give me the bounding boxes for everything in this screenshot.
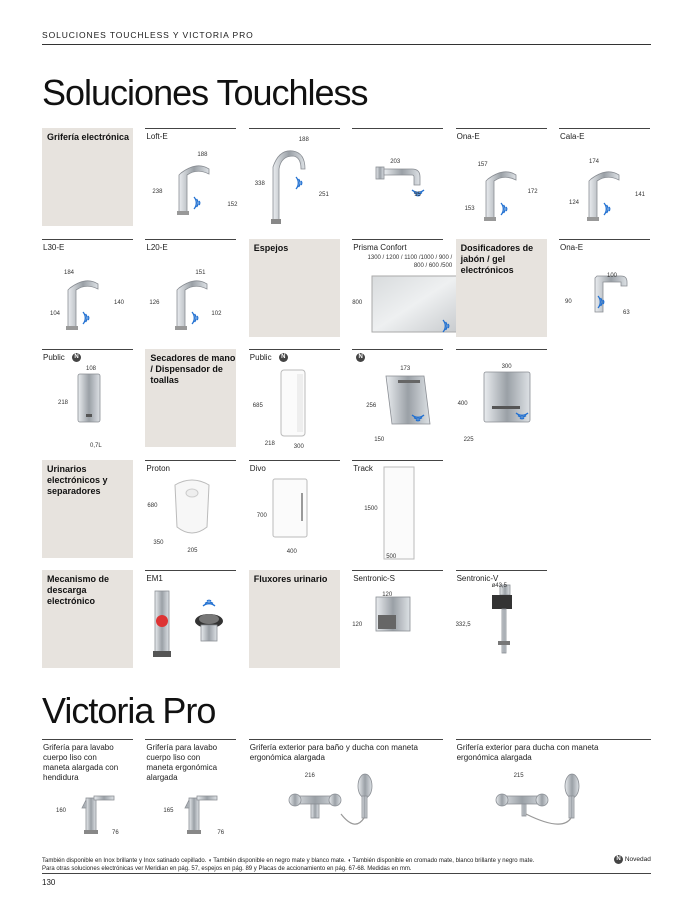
product-tile xyxy=(456,739,651,847)
dimension-label: 76 xyxy=(217,830,225,836)
category-label: Dosificadores de jabón / gel electrónicos xyxy=(460,242,534,275)
product-name: Sentronic-V xyxy=(456,574,499,583)
product-description: Grifería para lavabo cuerpo liso con maneta ergonómica alargada xyxy=(146,743,218,782)
dimension-label: 120 xyxy=(352,622,363,628)
dimension-label: 300 xyxy=(501,364,512,370)
product-tile xyxy=(352,128,443,226)
section-header: SOLUCIONES TOUCHLESS Y VICTORIA PRO xyxy=(42,30,651,45)
dimension-label: 120 xyxy=(382,592,393,598)
dimension-label: 160 xyxy=(56,808,67,814)
dimension-label: 338 xyxy=(254,181,265,187)
dimension-label: 151 xyxy=(195,269,206,276)
category-tile xyxy=(42,460,133,558)
product-name: Divo xyxy=(249,463,266,473)
product-description: Grifería exterior para ducha con maneta ergonómica alargada xyxy=(456,743,599,762)
novedad-label: Novedad xyxy=(624,856,651,864)
dimension-label: 215 xyxy=(513,773,524,779)
dimension-label: 203 xyxy=(390,159,401,165)
basin-faucet-icon xyxy=(474,165,534,230)
dimension-label: 102 xyxy=(211,310,222,317)
dimension-label: 800 xyxy=(352,299,363,306)
dimension-label: 152 xyxy=(227,202,238,208)
product-name: L30-E xyxy=(43,242,65,252)
dimension-label: 700 xyxy=(256,512,267,519)
product-tile xyxy=(352,570,443,668)
product-name: Track xyxy=(353,463,373,473)
product-name: Ona-E xyxy=(560,242,584,252)
dimension-label: 90 xyxy=(565,298,572,305)
dimension-label: 173 xyxy=(400,366,411,372)
footer-notes xyxy=(42,857,602,873)
new-badge: N xyxy=(356,353,365,362)
dimension-label: 218 xyxy=(264,441,275,447)
dimension-label: 400 xyxy=(457,401,468,407)
basin-faucet-icon xyxy=(577,165,637,230)
dimension-label: 251 xyxy=(318,192,329,198)
dimension-label: 225 xyxy=(463,437,474,443)
dimension-label: 153 xyxy=(464,206,475,212)
product-tile xyxy=(352,460,443,558)
product-tile xyxy=(249,739,443,847)
dimension-label: 165 xyxy=(163,808,174,814)
victoria-grid xyxy=(42,739,651,849)
product-name: Loft-E xyxy=(146,132,168,141)
product-name: Public xyxy=(43,353,65,362)
dimension-label: 172 xyxy=(527,189,538,195)
victoria-title: Victoria Pro xyxy=(42,690,216,731)
dimension-label: 63 xyxy=(623,309,630,316)
dimension-label: 188 xyxy=(298,137,309,143)
product-tile xyxy=(249,128,340,226)
dimension-label: 184 xyxy=(64,269,75,276)
product-description: Grifería para lavabo cuerpo liso con maneta alargada con hendidura xyxy=(43,743,119,782)
product-name: Public xyxy=(249,353,272,362)
dimension-label: 205 xyxy=(187,547,198,554)
category-tile xyxy=(145,349,236,447)
product-tile xyxy=(352,239,453,337)
product-tile xyxy=(145,739,236,847)
product-tile xyxy=(249,349,340,450)
dimension-label: 140 xyxy=(114,299,125,306)
dimension-label: 95 xyxy=(414,192,421,198)
category-tile xyxy=(249,570,340,668)
size-options: 1300 / 1200 / 1100 /1000 / 900 / 800 / 600 /500 xyxy=(367,254,453,269)
basin-faucet-icon xyxy=(167,159,227,224)
dimension-label: 0,7L xyxy=(90,443,102,449)
bath-shower-mixer-icon xyxy=(285,770,395,845)
novedad-badge: N xyxy=(614,855,623,864)
product-name: EM1 xyxy=(146,574,163,583)
product-tile xyxy=(456,570,547,668)
category-label: Grifería electrónica xyxy=(47,132,130,142)
footer-divider xyxy=(42,873,651,874)
urinal-icon xyxy=(167,475,217,550)
product-tile xyxy=(145,239,236,337)
flush-valve-icon xyxy=(145,581,235,666)
dimension-label: 104 xyxy=(50,310,61,317)
dimension-label: 400 xyxy=(286,548,297,555)
product-tile xyxy=(145,460,236,558)
dimension-label: ø43,5 xyxy=(491,583,507,589)
product-tile xyxy=(559,128,650,226)
mirror-icon xyxy=(370,274,460,341)
dimension-label: 256 xyxy=(366,403,377,409)
dimension-label: 150 xyxy=(374,437,385,443)
dimension-label: 350 xyxy=(153,539,164,546)
flush-valve-pipe-icon xyxy=(482,581,526,666)
wall-dispenser-icon xyxy=(72,370,108,435)
product-tile xyxy=(456,128,547,226)
product-name: Sentronic-S xyxy=(353,574,395,583)
dimension-label: 238 xyxy=(152,189,163,195)
product-tile xyxy=(559,239,650,337)
dimension-label: 216 xyxy=(304,773,315,779)
product-name: Ona-E xyxy=(456,132,480,141)
dimension-label: 685 xyxy=(252,403,263,409)
dimension-label: 218 xyxy=(58,400,69,406)
tall-faucet-icon xyxy=(263,147,323,232)
category-tile xyxy=(42,128,133,226)
category-label: Espejos xyxy=(253,242,289,253)
dimension-label: 141 xyxy=(635,192,646,198)
dimension-label: 188 xyxy=(197,152,208,158)
flush-plate-icon xyxy=(372,593,416,642)
product-tile xyxy=(42,239,133,337)
dimension-label: 174 xyxy=(589,159,600,165)
category-tile xyxy=(42,570,133,668)
dimension-label: 500 xyxy=(386,553,397,560)
category-label: Secadores de mano / Dispensador de toallas xyxy=(150,353,236,385)
dimension-label: 1500 xyxy=(364,505,378,512)
category-label: Urinarios electrónicos y separadores xyxy=(47,463,108,496)
dimension-label: 680 xyxy=(147,502,158,509)
category-label: Fluxores urinario xyxy=(253,574,328,584)
shower-mixer-icon xyxy=(492,770,602,845)
wall-spout-icon xyxy=(372,159,432,214)
dimension-label: 124 xyxy=(569,200,580,206)
dimension-label: 332,5 xyxy=(455,622,471,628)
novedad-legend xyxy=(612,855,651,864)
footer-note-references: Para otras soluciones electrónicas ver Meridian en pág. 57, espejos en pág. 89 y Placas de accionamiento en pág. 67-68. Medidas en mm. xyxy=(42,866,412,872)
product-tile xyxy=(145,570,236,668)
touchless-title: Soluciones Touchless xyxy=(42,72,368,113)
dimension-label: 126 xyxy=(149,299,160,306)
basin-faucet-icon xyxy=(56,274,116,339)
basin-faucet-icon xyxy=(165,274,225,339)
product-name: Proton xyxy=(146,463,170,473)
touchless-grid xyxy=(42,128,651,668)
product-tile xyxy=(42,739,133,847)
divider-icon xyxy=(269,475,313,546)
product-description: Grifería exterior para baño y ducha con maneta ergonómica alargada xyxy=(249,743,418,762)
new-badge: N xyxy=(279,353,288,362)
new-badge: N xyxy=(72,353,81,362)
product-tile xyxy=(145,128,236,226)
hand-dryer-icon xyxy=(378,368,438,433)
product-tile xyxy=(352,349,443,447)
product-tile xyxy=(456,349,547,447)
category-tile xyxy=(249,239,340,337)
category-tile xyxy=(456,239,547,337)
product-tile xyxy=(249,460,340,558)
dimension-label: 300 xyxy=(293,444,304,450)
product-tile xyxy=(42,349,133,447)
product-name: Prisma Confort xyxy=(353,242,407,252)
product-name: Cala-E xyxy=(560,132,585,141)
divider-tall-icon xyxy=(378,465,422,566)
footer-note-availability: También disponible en Inox brillante y Inox satinado cepillado. ◖ También disponible en negro mate y blanco mate. ◖ También disponible en cromado mate, blanco brillante y negro mate. xyxy=(42,858,535,864)
page-number: 130 xyxy=(42,878,56,887)
dimension-label: 100 xyxy=(607,272,618,279)
product-name: L20-E xyxy=(146,242,168,252)
towel-dispenser-icon xyxy=(478,366,538,431)
hand-dryer-tall-icon xyxy=(275,364,311,449)
dimension-label: 157 xyxy=(477,162,488,168)
category-label: Mecanismo de descarga electrónico xyxy=(47,574,110,606)
dimension-label: 76 xyxy=(112,830,119,836)
dimension-label: 108 xyxy=(86,366,97,372)
